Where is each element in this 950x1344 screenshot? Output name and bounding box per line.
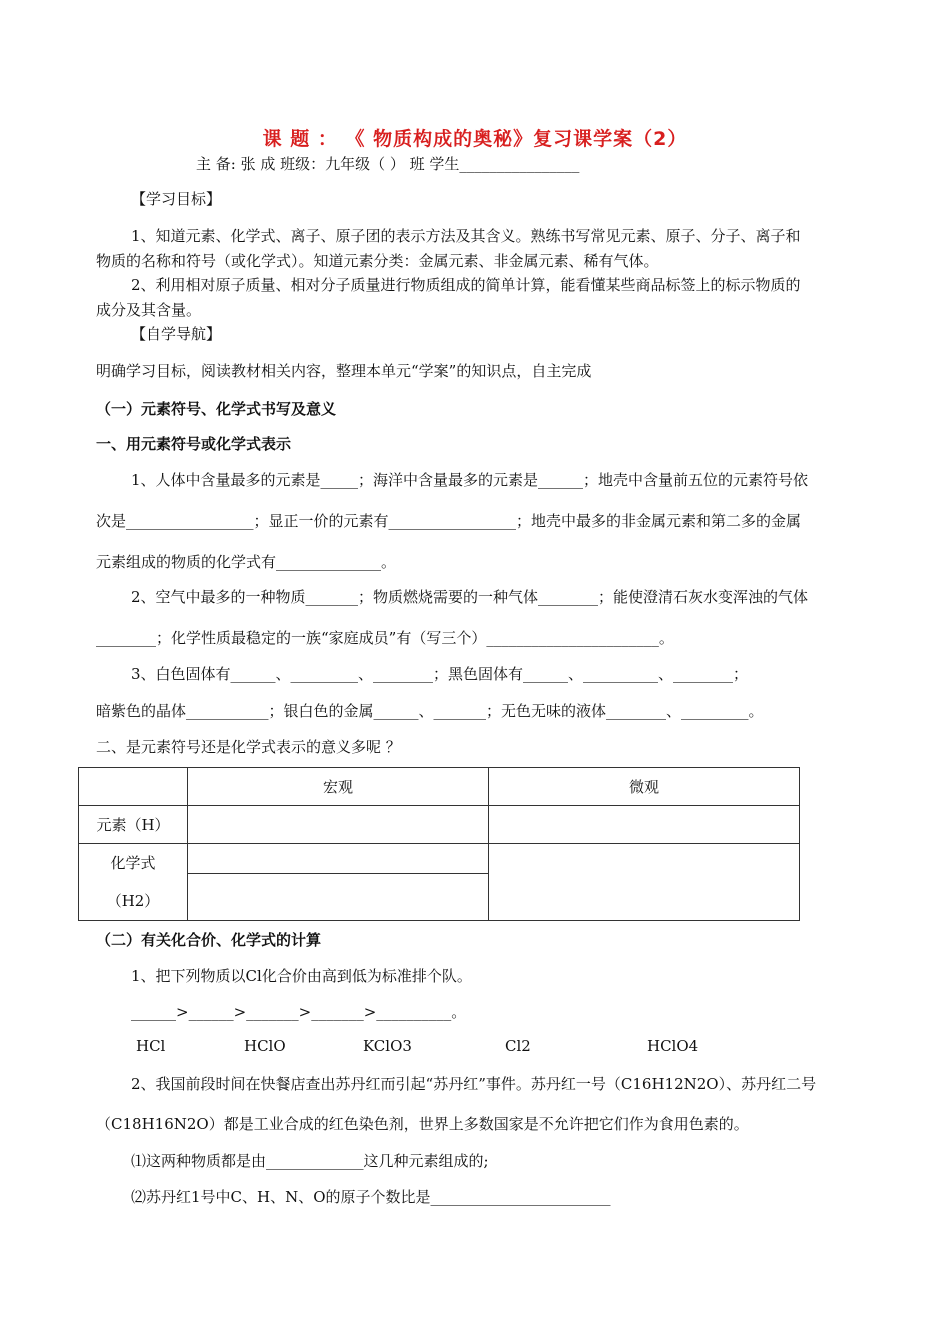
col-header-macro: 宏观 xyxy=(188,768,489,806)
table-corner-cell xyxy=(79,768,188,806)
c1-item-hclo4: HClO4 xyxy=(647,1037,699,1055)
q1-line3: 元素组成的物质的化学式有______________。 xyxy=(96,553,397,571)
c2-sub2: ⑵苏丹红1号中C、H、N、O的原子个数比是________________________ xyxy=(131,1188,611,1206)
goal2-line2: 成分及其含量。 xyxy=(96,301,202,319)
cell-formula-micro[interactable] xyxy=(489,844,800,921)
q1-line1: 1、人体中含量最多的元素是_____；海洋中含量最多的元素是______；地壳中含量前五位的元素符号依 xyxy=(131,471,809,489)
c1-item-hcl: HCl xyxy=(136,1037,166,1055)
c2-line2: （C18H16N2O）都是工业合成的红色染色剂，世界上多数国家是不允许把它们作为食用色素的。 xyxy=(96,1115,749,1133)
c1-blanks: ______>______>_______>_______>__________。 xyxy=(131,1003,467,1021)
part1-heading: 一、用元素符号或化学式表示 xyxy=(96,435,292,453)
part2-heading: 二、是元素符号还是化学式表示的意义多呢 ？ xyxy=(96,738,401,756)
goal1-line2: 物质的名称和符号（或化学式）。知道元素分类：金属元素、非金属元素、稀有气体。 xyxy=(96,252,659,270)
q3-line2: 暗紫色的晶体___________；银白色的金属______、_______；无色无味的液体________、_________。 xyxy=(96,702,764,720)
c1-text: 1、把下列物质以Cl化合价由高到低为标准排个队。 xyxy=(131,967,472,985)
row-label-element: 元素（H） xyxy=(79,806,188,844)
row-label-formula-line2: （H2） xyxy=(106,892,160,910)
subtitle: 主 备: 张 成 班级：九年级（ ） 班 学生________________ xyxy=(196,155,580,173)
goal2-line1: 2、利用相对原子质量、相对分子质量进行物质组成的简单计算，能看懂某些商品标签上的标示物质的 xyxy=(131,276,801,294)
col-header-micro: 微观 xyxy=(489,768,800,806)
section1-heading: （一）元素符号、化学式书写及意义 xyxy=(96,400,337,418)
c1-item-hclo: HClO xyxy=(244,1037,286,1055)
cell-element-micro[interactable] xyxy=(489,806,800,844)
q3-line1: 3、白色固体有______、_________、________；黑色固体有______、__________、________； xyxy=(131,665,749,683)
row-label-formula xyxy=(79,844,188,921)
row-label-formula-line1: 化学式 xyxy=(110,854,156,872)
nav-text: 明确学习目标，阅读教材相关内容，整理本单元“学案”的知识点，自主完成 xyxy=(96,362,592,380)
c2-line1: 2、我国前段时间在快餐店查出苏丹红而引起“苏丹红”事件。苏丹红一号（C16H12N2O）、苏丹红二号 xyxy=(131,1075,817,1093)
cell-element-macro[interactable] xyxy=(188,806,489,844)
q2-line2: ________；化学性质最稳定的一族“家庭成员”有（写三个）_______________________。 xyxy=(96,629,674,647)
nav-heading: 【自学导航】 xyxy=(131,325,222,343)
c2-sub1: ⑴这两种物质都是由_____________这几种元素组成的; xyxy=(131,1152,489,1170)
page-title: 课 题 ： 《 物质构成的奥秘》复习课学案（2） xyxy=(262,128,688,150)
cell-formula-macro-2[interactable] xyxy=(188,874,489,921)
meaning-table xyxy=(78,767,800,921)
q2-line1: 2、空气中最多的一种物质_______；物质燃烧需要的一种气体________；能使澄清石灰水变浑浊的气体 xyxy=(131,588,809,606)
c1-item-kclo3: KClO3 xyxy=(363,1037,412,1055)
goal1-line1: 1、知道元素、化学式、离子、原子团的表示方法及其含义。熟练书写常见元素、原子、分子、离子和 xyxy=(131,227,801,245)
section2-heading: （二）有关化合价、化学式的计算 xyxy=(96,931,322,949)
goals-heading: 【学习目标】 xyxy=(131,190,222,208)
cell-formula-macro-1[interactable] xyxy=(188,844,489,874)
q1-line2: 次是_________________；显正一价的元素有_________________；地壳中最多的非金属元素和第二多的金属 xyxy=(96,512,802,530)
c1-item-cl2: Cl2 xyxy=(505,1037,531,1055)
